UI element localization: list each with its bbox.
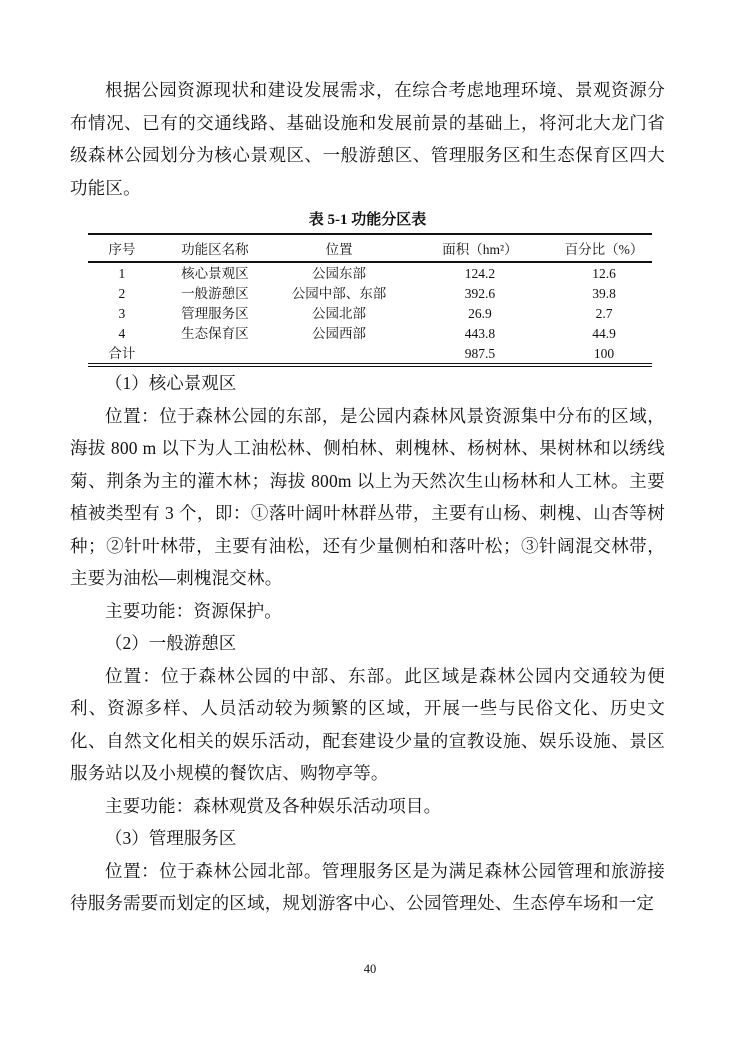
section-1-location: 位置：位于森林公园的东部，是公园内森林风景资源集中分布的区域，海拔 800 m 以下为人工油松林、侧柏林、刺槐林、杨树林、果树林和以绣线菊、荆条为主的灌木林；海拔 800m 以上为天然次生山杨林和人工林。主要植被类型有 3 个，即：①落叶阔叶林群丛带，主要有山杨、刺槐、山杏等树种；②针叶林带，主要有油松，还有少量侧柏和落叶松；③针阔混交林带，主要为油松—刺槐混交林。 [70, 405, 665, 588]
cell-position: 公园东部 [311, 265, 366, 281]
section-2-heading: （2）一般游憩区 [105, 633, 237, 653]
section-2-function: 主要功能：森林观赏及各种娱乐活动项目。 [105, 795, 442, 816]
header-position: 位置 [274, 234, 404, 262]
page-content [70, 74, 665, 920]
header-percentage: 百分比（%） [556, 234, 652, 262]
table-row [88, 303, 652, 323]
section-1-heading: （1）核心景观区 [105, 373, 237, 393]
cell-serial: 合计 [108, 345, 136, 361]
cell-zone-name: 核心景观区 [181, 265, 249, 281]
cell-serial: 2 [118, 285, 126, 301]
section-3-location: 位置：位于森林公园北部。管理服务区是为满足森林公园管理和旅游接待服务需要而划定的区域，规划游客中心、公园管理处、生态停车场和一定 [70, 860, 665, 913]
header-serial: 序号 [88, 234, 156, 262]
cell-area: 26.9 [468, 305, 492, 321]
cell-position: 公园中部、东部 [291, 285, 387, 301]
cell-serial: 4 [118, 325, 126, 341]
section-1-function: 主要功能：资源保护。 [105, 600, 282, 621]
table-row [88, 262, 652, 283]
cell-position [274, 343, 404, 365]
header-area: 面积（hm²） [404, 234, 556, 262]
cell-zone-name: 一般游憩区 [181, 285, 249, 301]
function-zone-table [88, 233, 652, 367]
table-caption: 表 5-1 功能分区表 [308, 212, 427, 228]
cell-percentage: 100 [593, 345, 615, 361]
cell-position: 公园北部 [311, 305, 366, 321]
intro-paragraph: 根据公园资源现状和建设发展需求，在综合考虑地理环境、景观资源分布情况、已有的交通线路、基础设施和发展前景的基础上，将河北大龙门省级森林公园划分为核心景观区、一般游憩区、管理服务区和生态保育区四大功能区。 [70, 80, 665, 198]
cell-serial: 3 [118, 305, 126, 321]
cell-zone-name: 管理服务区 [181, 305, 249, 321]
cell-percentage: 2.7 [595, 305, 613, 321]
table-row [88, 283, 652, 303]
section-3-heading: （3）管理服务区 [105, 828, 237, 848]
cell-area: 392.6 [464, 285, 496, 301]
header-zone-name: 功能区名称 [156, 234, 274, 262]
table-row-total [88, 343, 652, 365]
cell-percentage: 44.9 [592, 325, 616, 341]
cell-percentage: 12.6 [592, 265, 616, 281]
page-number: 40 [363, 962, 377, 976]
cell-area: 443.8 [464, 325, 496, 341]
cell-percentage: 39.8 [592, 285, 616, 301]
cell-zone-name [156, 343, 274, 365]
section-2-location: 位置：位于森林公园的中部、东部。此区域是森林公园内交通较为便利、资源多样、人员活动较为频繁的区域，开展一些与民俗文化、历史文化、自然文化相关的娱乐活动，配套建设少量的宣教设施、娱乐设施、景区服务站以及小规模的餐饮店、购物亭等。 [70, 665, 665, 783]
cell-zone-name: 生态保育区 [181, 325, 249, 341]
cell-serial: 1 [118, 265, 126, 281]
table-row [88, 323, 652, 343]
table-header-row [88, 234, 652, 262]
cell-position: 公园西部 [311, 325, 366, 341]
cell-area: 987.5 [464, 345, 496, 361]
cell-area: 124.2 [464, 265, 496, 281]
